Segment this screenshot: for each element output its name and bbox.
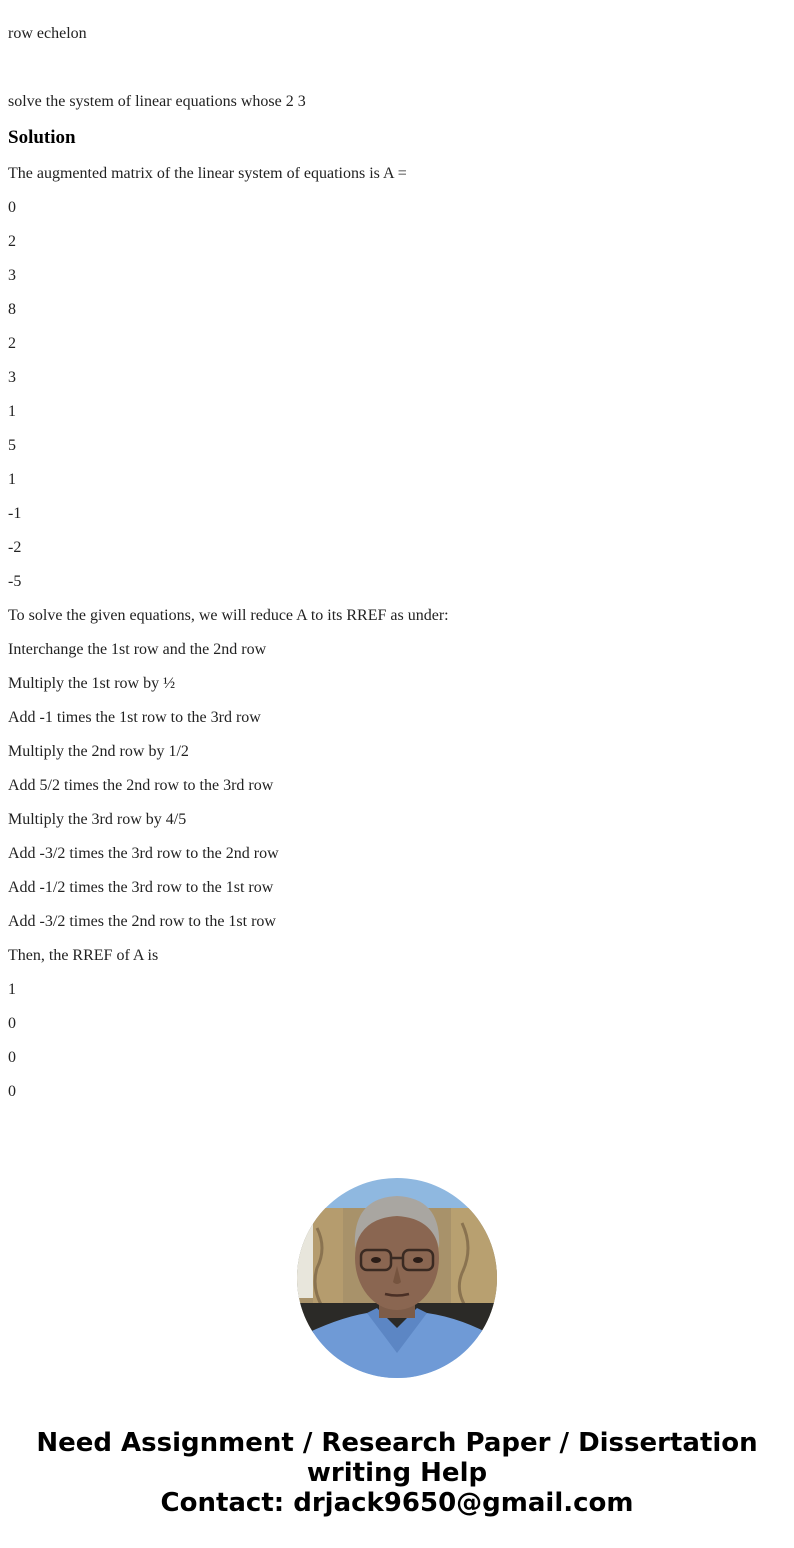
step-item: Add -3/2 times the 3rd row to the 2nd row bbox=[8, 845, 279, 862]
matrix-a-value: 3 bbox=[8, 267, 16, 284]
document-body bbox=[0, 25, 794, 1101]
step-item: Multiply the 3rd row by 4/5 bbox=[8, 811, 187, 828]
contact-banner bbox=[0, 1428, 794, 1518]
matrix-a-value: 2 bbox=[8, 335, 16, 352]
step-item: Interchange the 1st row and the 2nd row bbox=[8, 641, 267, 658]
matrix-a-value: 2 bbox=[8, 233, 16, 250]
question-text: solve the system of linear equations whose 2 3 bbox=[8, 93, 306, 110]
rref-value: 0 bbox=[8, 1083, 16, 1100]
step-item: Add -1/2 times the 3rd row to the 1st row bbox=[8, 879, 274, 896]
banner-line-1: Need Assignment / Research Paper / Dissertation bbox=[36, 1428, 758, 1458]
rref-intro: Then, the RREF of A is bbox=[8, 947, 159, 964]
step-item: Add -1 times the 1st row to the 3rd row bbox=[8, 709, 261, 726]
matrix-a-value: 1 bbox=[8, 403, 16, 420]
spacer bbox=[8, 59, 786, 93]
matrix-a bbox=[8, 199, 786, 591]
rref-value: 0 bbox=[8, 1015, 16, 1032]
step-item: Add 5/2 times the 2nd row to the 3rd row bbox=[8, 777, 274, 794]
step-item: Multiply the 1st row by ½ bbox=[8, 675, 176, 692]
rref-matrix bbox=[8, 981, 786, 1101]
matrix-a-value: -1 bbox=[8, 505, 22, 522]
rref-value: 0 bbox=[8, 1049, 16, 1066]
banner-line-2: writing Help bbox=[306, 1458, 488, 1488]
row-operation-steps bbox=[8, 641, 786, 931]
reduce-intro: To solve the given equations, we will reduce A to its RREF as under: bbox=[8, 607, 449, 624]
matrix-a-value: 3 bbox=[8, 369, 16, 386]
matrix-a-value: 1 bbox=[8, 471, 16, 488]
banner-contact-line: Contact: drjack9650@gmail.com bbox=[160, 1488, 634, 1518]
solution-heading: Solution bbox=[8, 127, 76, 148]
matrix-a-value: 0 bbox=[8, 199, 16, 216]
step-item: Add -3/2 times the 2nd row to the 1st row bbox=[8, 913, 276, 930]
matrix-a-value: 8 bbox=[8, 301, 16, 318]
author-avatar bbox=[297, 1178, 497, 1378]
matrix-a-value: -5 bbox=[8, 573, 22, 590]
title-line: row echelon bbox=[8, 25, 87, 42]
rref-value: 1 bbox=[8, 981, 16, 998]
author-photo-icon bbox=[297, 1178, 497, 1378]
step-item: Multiply the 2nd row by 1/2 bbox=[8, 743, 189, 760]
matrix-intro: The augmented matrix of the linear system of equations is A = bbox=[8, 165, 407, 182]
matrix-a-value: -2 bbox=[8, 539, 22, 556]
matrix-a-value: 5 bbox=[8, 437, 16, 454]
